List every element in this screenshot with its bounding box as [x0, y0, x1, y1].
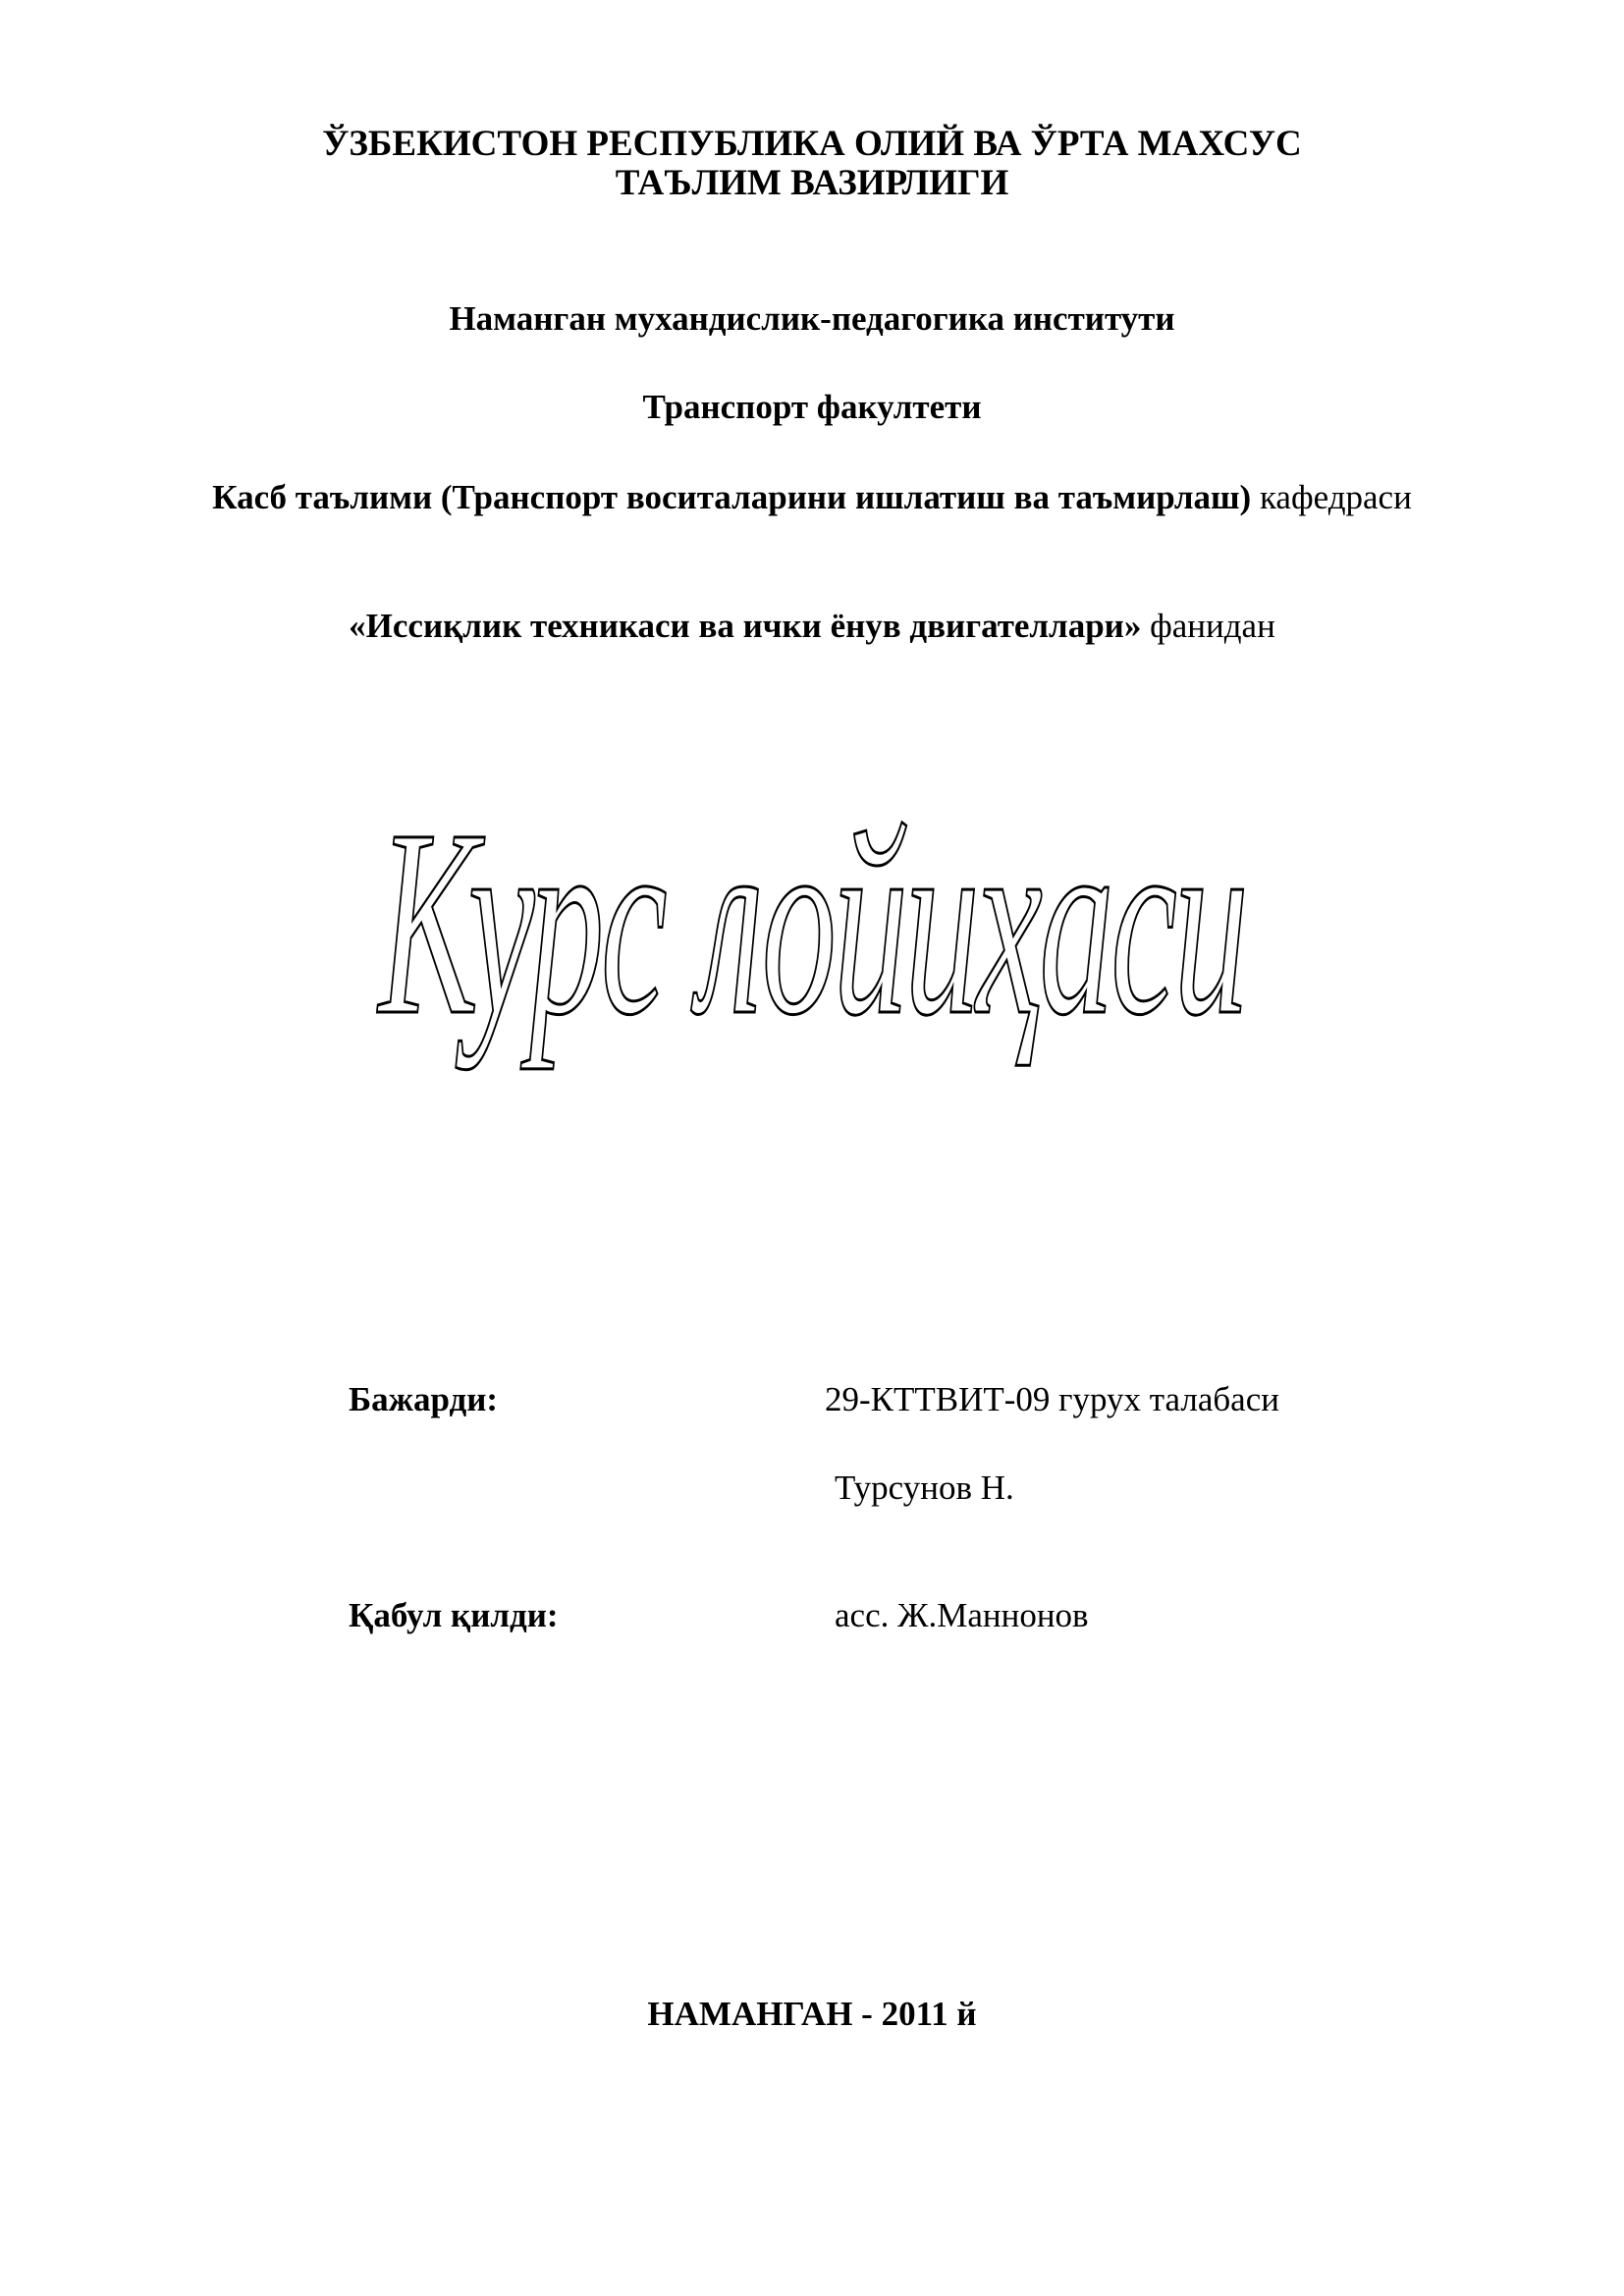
accepted-label: Қабул қилди:: [349, 1596, 559, 1634]
city-year: НАМАНГАН - 2011 й: [647, 1995, 977, 2033]
accepted-name: асс. Ж.Маннонов: [835, 1596, 1089, 1634]
department-suffix: кафедраси: [1251, 478, 1412, 516]
subject-suffix: фанидан: [1141, 607, 1275, 645]
faculty-name: Транспорт факултети: [642, 388, 982, 426]
institute-name: Наманган мухандислик-педагогика институти: [449, 299, 1175, 338]
department-name: Касб таълими (Транспорт воситаларини ишлатиш ва таъмирлаш): [212, 478, 1252, 516]
ministry-line-1: ЎЗБЕКИСТОН РЕСПУБЛИКА ОЛИЙ ВА ЎРТА МАХСУС: [322, 124, 1302, 164]
course-project-title: Курс лойиҳаси: [378, 774, 1246, 1070]
subject-line: [0, 607, 1624, 646]
performed-group: 29-КТТВИТ-09 гурух талабаси: [825, 1380, 1279, 1418]
performed-name: Турсунов Н.: [835, 1468, 1014, 1507]
ministry-line-2: ТАЪЛИМ ВАЗИРЛИГИ: [615, 163, 1009, 203]
department-line: [0, 478, 1624, 517]
performed-label: Бажарди:: [349, 1380, 499, 1418]
subject-name: «Иссиқлик техникаси ва ички ёнув двигателлари»: [349, 607, 1142, 645]
